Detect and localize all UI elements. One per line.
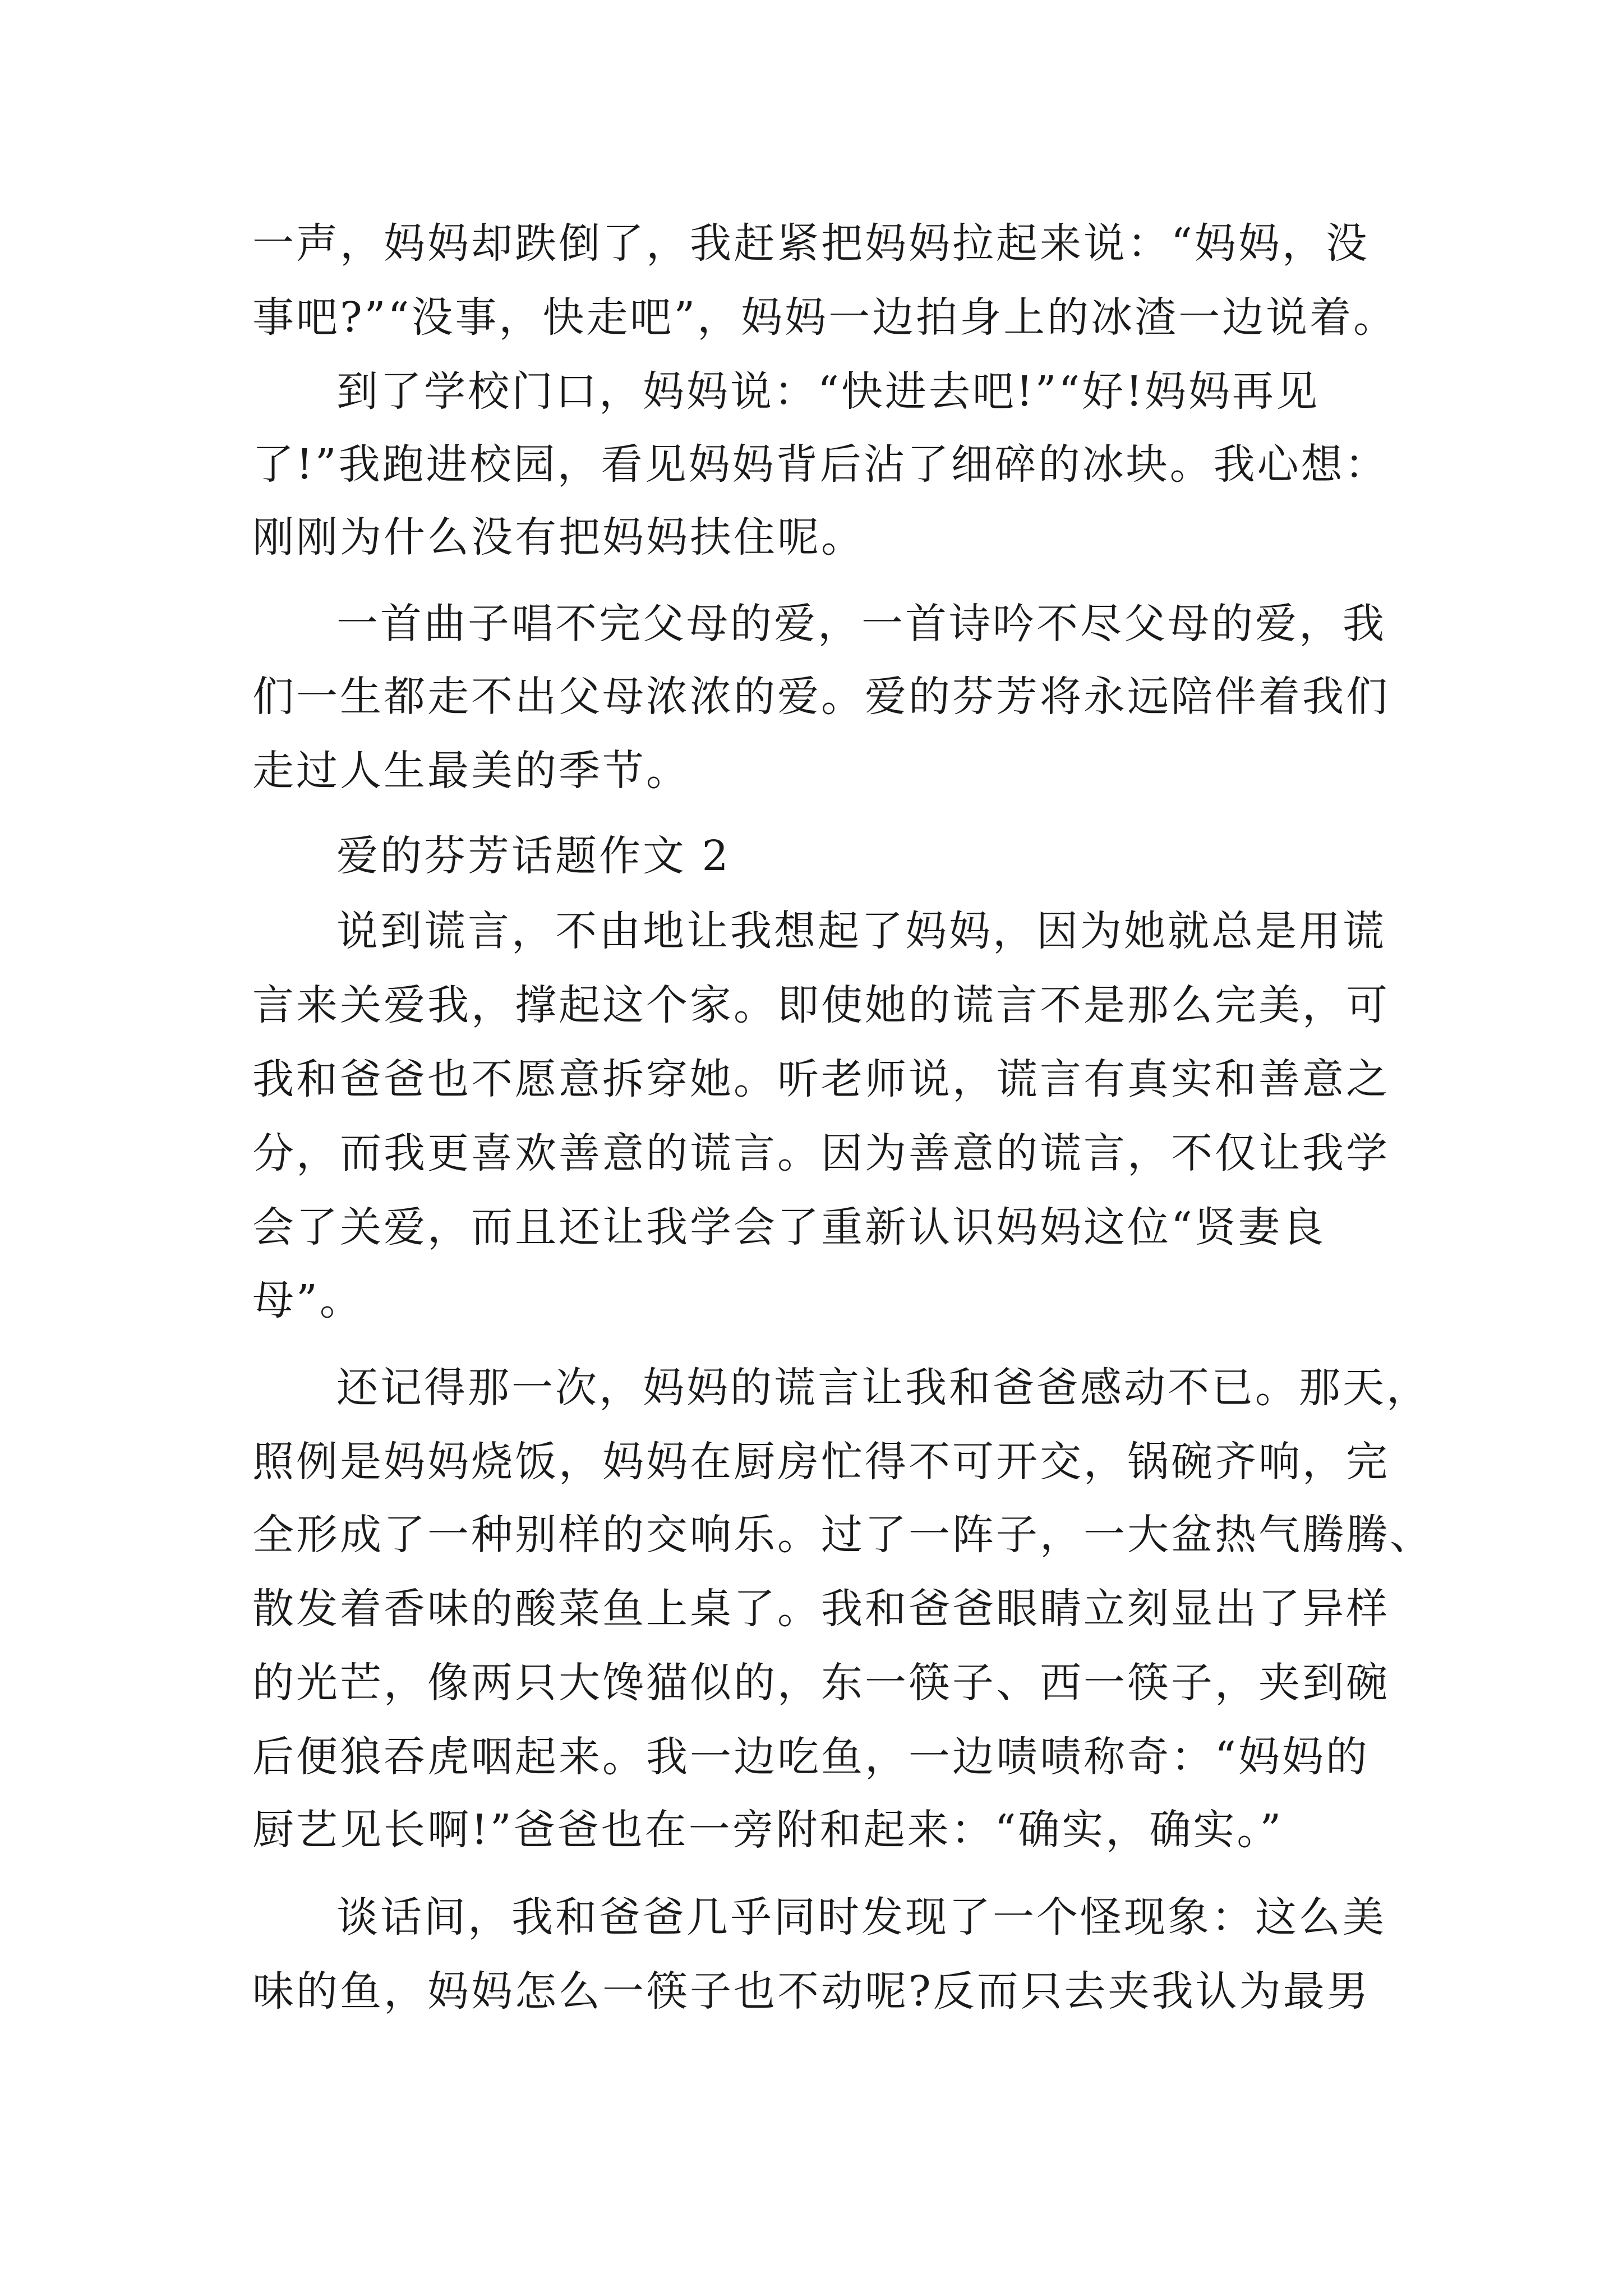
text-line: 走过人生最美的季节。 bbox=[252, 747, 690, 795]
text-line: 全形成了一种别样的交响乐。过了一阵子，一大盆热气腾腾、 bbox=[252, 1511, 1433, 1559]
text-line: 我和爸爸也不愿意拆穿她。听老师说，谎言有真实和善意之 bbox=[252, 1055, 1390, 1103]
text-line: 谈话间，我和爸爸几乎同时发现了一个怪现象：这么美 bbox=[336, 1893, 1386, 1941]
text-line: 一首曲子唱不完父母的爱，一首诗吟不尽父母的爱，我 bbox=[336, 600, 1386, 648]
text-line: 厨艺见长啊!”爸爸也在一旁附和起来：“确实，确实。” bbox=[252, 1806, 1284, 1854]
text-line: 说到谎言，不由地让我想起了妈妈，因为她就总是用谎 bbox=[336, 907, 1386, 955]
text-line: 的光芒，像两只大馋猫似的，东一筷子、西一筷子，夹到碗 bbox=[252, 1659, 1390, 1707]
text-line: 一声，妈妈却跌倒了，我赶紧把妈妈拉起来说：“妈妈，没 bbox=[252, 219, 1370, 268]
section-heading: 爱的芬芳话题作文 2 bbox=[336, 832, 731, 880]
text-line: 言来关爱我，撑起这个家。即使她的谎言不是那么完美，可 bbox=[252, 981, 1390, 1029]
text-line: 了!”我跑进校园，看见妈妈背后沾了细碎的冰块。我心想： bbox=[252, 440, 1389, 489]
text-line: 照例是妈妈烧饭，妈妈在厨房忙得不可开交，锅碗齐响，完 bbox=[252, 1438, 1390, 1486]
text-line: 味的鱼，妈妈怎么一筷子也不动呢?反而只去夹我认为最男 bbox=[252, 1967, 1371, 2016]
text-line: 会了关爱，而且还让我学会了重新认识妈妈这位“贤妻良 bbox=[252, 1203, 1326, 1251]
text-line: 事吧?”“没事，快走吧”，妈妈一边拍身上的冰渣一边说着。 bbox=[252, 293, 1398, 342]
text-line: 散发着香味的酸菜鱼上桌了。我和爸爸眼睛立刻显出了异样 bbox=[252, 1585, 1390, 1633]
text-line: 还记得那一次，妈妈的谎言让我和爸爸感动不已。那天， bbox=[336, 1364, 1430, 1412]
text-line: 后便狼吞虎咽起来。我一边吃鱼，一边啧啧称奇：“妈妈的 bbox=[252, 1733, 1370, 1781]
text-line: 到了学校门口，妈妈说：“快进去吧!”“好!妈妈再见 bbox=[336, 367, 1320, 416]
text-line: 们一生都走不出父母浓浓的爱。爱的芬芳将永远陪伴着我们 bbox=[252, 673, 1390, 721]
text-line: 母”。 bbox=[252, 1276, 363, 1324]
text-line: 分，而我更喜欢善意的谎言。因为善意的谎言，不仅让我学 bbox=[252, 1129, 1390, 1177]
text-line: 刚刚为什么没有把妈妈扶住呢。 bbox=[252, 513, 865, 562]
